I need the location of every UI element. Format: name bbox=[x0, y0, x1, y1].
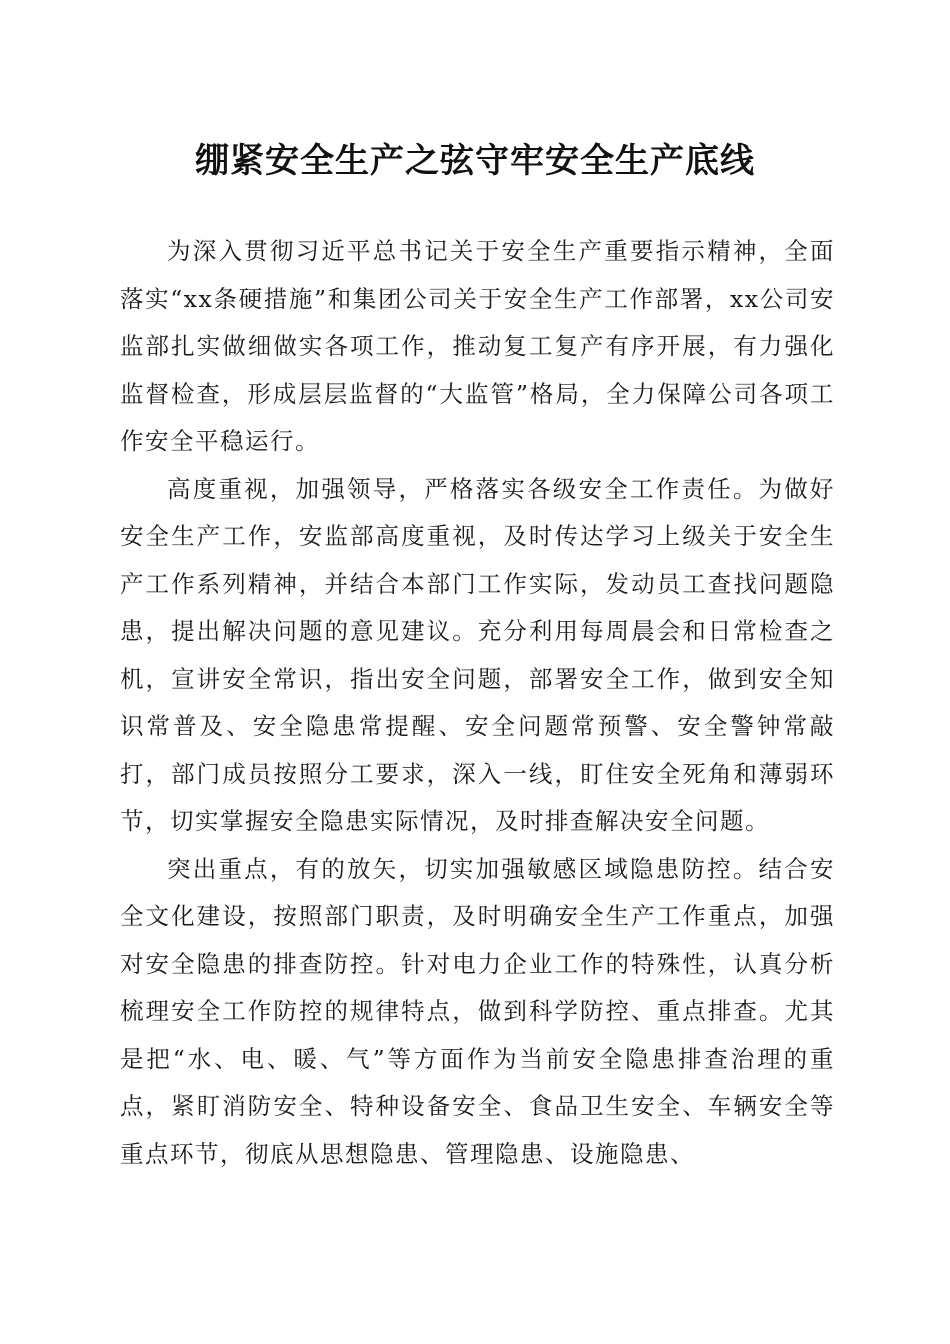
document-body bbox=[120, 228, 835, 1178]
paragraph-3: 突出重点，有的放矢，切实加强敏感区域隐患防控。结合安全文化建设，按照部门职责，及时明确安全生产工作重点，加强对安全隐患的排查防控。针对电力企业工作的特殊性，认真分析梳理安全工作防控的规律特点，做到科学防控、重点排查。尤其是把“水、电、暖、气”等方面作为当前安全隐患排查治理的重点，紧盯消防安全、特种设备安全、食品卫生安全、车辆安全等重点环节，彻底从思想隐患、管理隐患、设施隐患、 bbox=[120, 854, 835, 1168]
paragraph-2: 高度重视，加强领导，严格落实各级安全工作责任。为做好安全生产工作，安监部高度重视，及时传达学习上级关于安全生产工作系列精神，并结合本部门工作实际，发动员工查找问题隐患，提出解决问题的意见建议。充分利用每周晨会和日常检查之机，宣讲安全常识，指出安全问题，部署安全工作，做到安全知识常普及、安全隐患常提醒、安全问题常预警、安全警钟常敲打，部门成员按照分工要求，深入一线，盯住安全死角和薄弱环节，切实掌握安全隐患实际情况，及时排查解决安全问题。 bbox=[120, 474, 835, 835]
document-title: 绷紧安全生产之弦守牢安全生产底线 bbox=[195, 141, 755, 181]
paragraph-1: 为深入贯彻习近平总书记关于安全生产重要指示精神，全面落实“xx条硬措施”和集团公司关于安全生产工作部署，xx公司安监部扎实做细做实各项工作，推动复工复产有序开展，有力强化监督检查，形成层层监督的“大监管”格局，全力保障公司各项工作安全平稳运行。 bbox=[120, 237, 835, 455]
